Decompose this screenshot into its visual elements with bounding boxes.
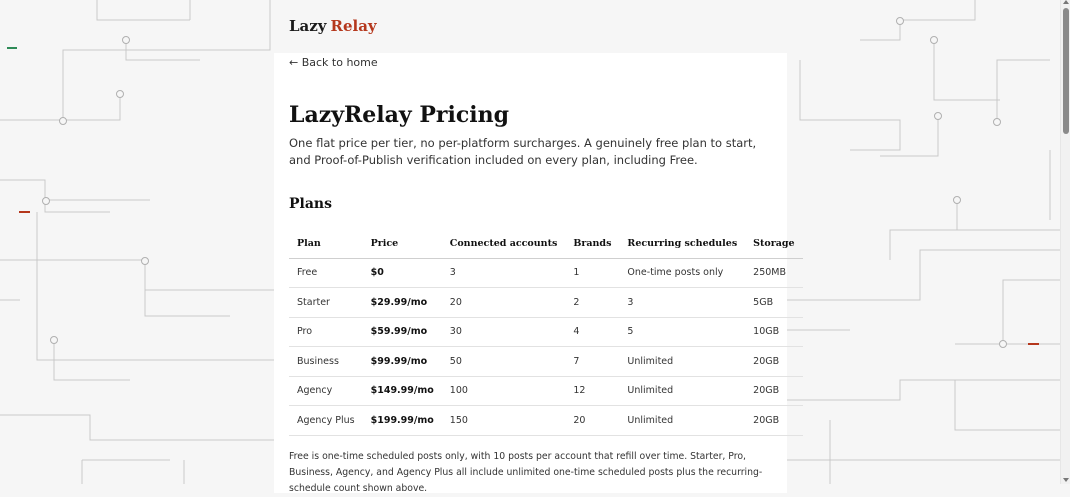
column-header-recurring-schedules: Recurring schedules: [619, 229, 745, 258]
cell-recurring-schedules: 3: [619, 288, 745, 318]
cell-plan: Agency: [289, 376, 363, 406]
cell-brands: 12: [565, 376, 619, 406]
site-logo[interactable]: [289, 17, 377, 35]
scroll-up-arrow-icon[interactable]: [1063, 0, 1069, 4]
back-to-home-link[interactable]: ← Back to home: [289, 56, 378, 69]
table-row: [289, 317, 803, 347]
column-header-plan: Plan: [289, 229, 363, 258]
cell-brands: 20: [565, 406, 619, 436]
cell-price: $59.99/mo: [363, 317, 442, 347]
cell-storage: 20GB: [745, 376, 802, 406]
cell-connected-accounts: 100: [442, 376, 566, 406]
table-header-row: [289, 229, 803, 258]
cell-brands: 4: [565, 317, 619, 347]
logo-word-lazy: Lazy: [289, 17, 327, 35]
column-header-connected-accounts: Connected accounts: [442, 229, 566, 258]
cell-price: $29.99/mo: [363, 288, 442, 318]
cell-plan: Free: [289, 258, 363, 288]
plans-footnote: Free is one-time scheduled posts only, with 10 posts per account that refill over time. Starter, Pro, Business, Agency, and Agency Plus all include unlimited one-time scheduled posts plus the recurring-schedule count shown above.: [289, 451, 763, 494]
table-row: [289, 376, 803, 406]
table-row: [289, 347, 803, 377]
pricing-card: [274, 53, 795, 494]
cell-brands: 7: [565, 347, 619, 377]
cell-storage: 10GB: [745, 317, 802, 347]
table-row: [289, 258, 803, 288]
scroll-down-arrow-icon[interactable]: [1063, 478, 1069, 482]
cell-recurring-schedules: One-time posts only: [619, 258, 745, 288]
cell-storage: 5GB: [745, 288, 802, 318]
plans-table: [289, 229, 803, 436]
cell-price: $199.99/mo: [363, 406, 442, 436]
scrollbar-thumb[interactable]: [1063, 8, 1069, 134]
table-row: [289, 288, 803, 318]
table-row: [289, 406, 803, 436]
cell-price: $99.99/mo: [363, 347, 442, 377]
cell-price: $0: [363, 258, 442, 288]
cell-storage: 20GB: [745, 406, 802, 436]
logo-word-relay: Relay: [330, 17, 377, 35]
cell-recurring-schedules: 5: [619, 317, 745, 347]
column-header-price: Price: [363, 229, 442, 258]
cell-connected-accounts: 30: [442, 317, 566, 347]
cell-recurring-schedules: Unlimited: [619, 406, 745, 436]
cell-plan: Agency Plus: [289, 406, 363, 436]
cell-plan: Pro: [289, 317, 363, 347]
column-header-brands: Brands: [565, 229, 619, 258]
cell-plan: Starter: [289, 288, 363, 318]
cell-connected-accounts: 3: [442, 258, 566, 288]
cell-storage: 20GB: [745, 347, 802, 377]
cell-connected-accounts: 150: [442, 406, 566, 436]
plans-heading: Plans: [289, 196, 332, 212]
cell-connected-accounts: 50: [442, 347, 566, 377]
cell-brands: 2: [565, 288, 619, 318]
cell-connected-accounts: 20: [442, 288, 566, 318]
cell-recurring-schedules: Unlimited: [619, 376, 745, 406]
cell-recurring-schedules: Unlimited: [619, 347, 745, 377]
cell-plan: Business: [289, 347, 363, 377]
cell-price: $149.99/mo: [363, 376, 442, 406]
page-title: LazyRelay Pricing: [289, 102, 509, 128]
column-header-storage: Storage: [745, 229, 802, 258]
page-scrollbar[interactable]: [1060, 0, 1070, 484]
page-intro: One flat price per tier, no per-platform surcharges. A genuinely free plan to start, and Proof-of-Publish verification included on every plan, including Free.: [289, 136, 757, 167]
cell-brands: 1: [565, 258, 619, 288]
cell-storage: 250MB: [745, 258, 802, 288]
